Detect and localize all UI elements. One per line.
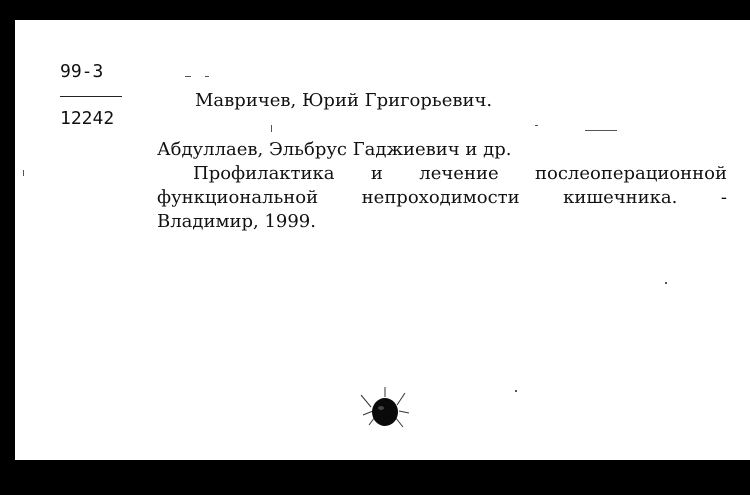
bibliographic-record bbox=[157, 138, 727, 234]
scan-speck bbox=[585, 130, 617, 131]
title-line-2: функциональной непроходимости кишечника. - bbox=[157, 187, 727, 208]
authors-line: Абдуллаев, Эльбрус Гаджиевич и др. bbox=[157, 139, 512, 160]
imprint-line: Владимир, 1999. bbox=[157, 211, 316, 232]
title-line-1: Профилактика и лечение послеоперационной bbox=[193, 163, 727, 184]
scan-speck bbox=[23, 170, 24, 176]
scan-speck bbox=[205, 76, 209, 77]
ink-blot bbox=[355, 385, 415, 435]
scan-speck bbox=[535, 125, 538, 126]
scan-speck bbox=[185, 76, 191, 77]
catalog-card bbox=[15, 20, 750, 460]
scan-speck bbox=[271, 125, 272, 132]
scan-speck bbox=[665, 282, 667, 284]
scan-speck bbox=[515, 390, 517, 392]
shelf-code: 99-3 bbox=[60, 61, 104, 82]
shelf-number: 12242 bbox=[60, 108, 115, 129]
shelf-mark bbox=[60, 60, 122, 131]
shelf-divider bbox=[60, 96, 122, 97]
author-heading: Мавричев, Юрий Григорьевич. bbox=[195, 90, 493, 111]
